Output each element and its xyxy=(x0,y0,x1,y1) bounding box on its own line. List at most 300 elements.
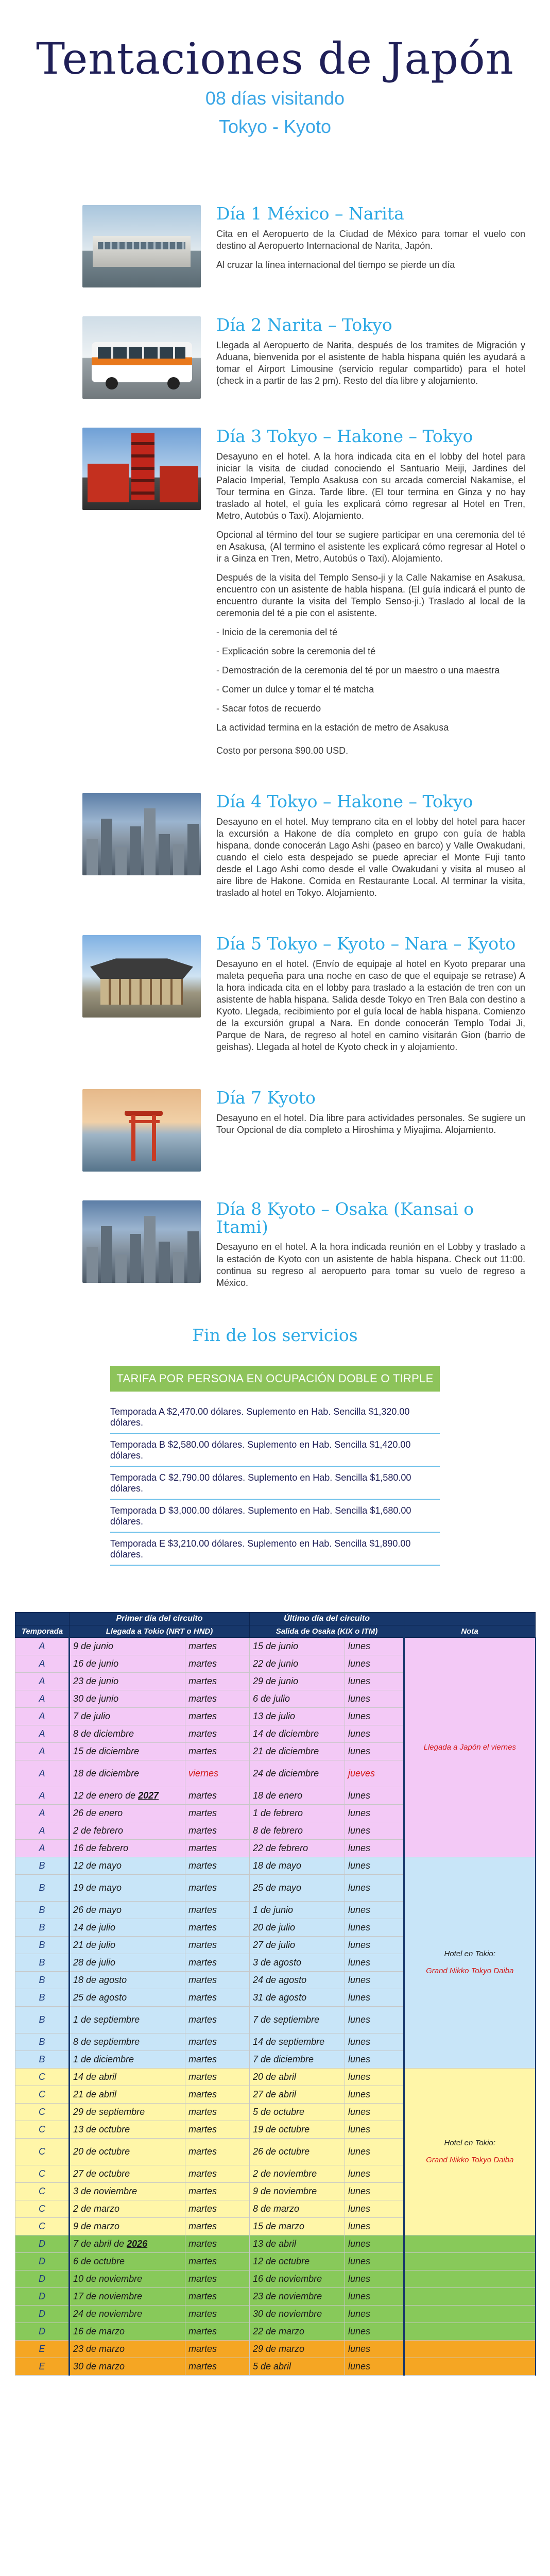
arrival-weekday-cell: martes xyxy=(185,2340,250,2358)
arrival-weekday-cell: martes xyxy=(185,2217,250,2235)
departure-date-cell: 24 de agosto xyxy=(250,1971,345,1989)
note-cell xyxy=(404,1857,536,2068)
itinerary-day xyxy=(82,793,525,906)
arrival-date: 16 de febrero xyxy=(73,1842,129,1853)
departure-weekday-cell: lunes xyxy=(345,1874,404,1901)
season-cell: D xyxy=(15,2287,70,2305)
arrival-weekday-cell: martes xyxy=(185,2121,250,2138)
day-body xyxy=(216,935,525,1060)
arrival-weekday-cell: martes xyxy=(185,2050,250,2068)
departure-date-cell: 27 de julio xyxy=(250,1936,345,1954)
departure-weekday-cell: lunes xyxy=(345,1672,404,1690)
arrival-date: 2 de marzo xyxy=(73,2203,120,2214)
day-paragraph: Después de la visita del Templo Senso-ji y la Calle Nakamise en Asakusa, encuentro con un asistente de habla hispana. (El guía indicará el punto de encuentro durante la visita del Templo Senso-ji.) Traslado al local de la ceremonia del té a pie con el asistente. xyxy=(216,572,525,619)
arrival-date: 1 de septiembre xyxy=(73,2014,140,2025)
season-cell: B xyxy=(15,1919,70,1936)
day-paragraph: - Explicación sobre la ceremonia del té xyxy=(216,646,376,657)
note-cell-empty xyxy=(404,2235,536,2252)
tokyo-photo xyxy=(82,793,201,875)
arrival-date-cell xyxy=(70,1804,185,1822)
tarifa-box xyxy=(110,1366,440,1566)
season-cell: C xyxy=(15,2086,70,2103)
departure-weekday-cell: lunes xyxy=(345,1690,404,1707)
departure-weekday-cell: lunes xyxy=(345,1901,404,1919)
day-paragraph: - Demostración de la ceremonia del té por un maestro o una maestra xyxy=(216,665,500,676)
arrival-date-cell xyxy=(70,1839,185,1857)
arrival-weekday-cell: martes xyxy=(185,2200,250,2217)
tarifa-item: Temporada E $3,210.00 dólares. Suplemento en Hab. Sencilla $1,890.00 dólares. xyxy=(110,1533,440,1566)
arrival-date: 15 de diciembre xyxy=(73,1745,140,1756)
arrival-date: 24 de noviembre xyxy=(73,2308,143,2319)
arrival-weekday-cell: martes xyxy=(185,2305,250,2323)
table-row xyxy=(15,1857,536,1874)
departure-date-cell: 13 de abril xyxy=(250,2235,345,2252)
departure-date-cell: 3 de agosto xyxy=(250,1954,345,1971)
departure-weekday-cell: lunes xyxy=(345,2033,404,2050)
departure-weekday-cell: lunes xyxy=(345,1971,404,1989)
departure-date-cell: 22 de febrero xyxy=(250,1839,345,1857)
arrival-weekday-cell: martes xyxy=(185,2006,250,2033)
table-row xyxy=(15,2270,536,2287)
season-cell: C xyxy=(15,2103,70,2121)
note-hotel-label: Hotel en Tokio: xyxy=(444,1950,496,1959)
departure-date-cell: 15 de marzo xyxy=(250,2217,345,2235)
departure-weekday-cell: lunes xyxy=(345,1822,404,1839)
arrival-date: 28 de julio xyxy=(73,1957,116,1968)
departure-weekday-cell: lunes xyxy=(345,2252,404,2270)
arrival-weekday-cell: martes xyxy=(185,1672,250,1690)
note-hotel-name: Grand Nikko Tokyo Daiba xyxy=(426,2156,514,2165)
note-cell-empty xyxy=(404,2323,536,2340)
season-cell: D xyxy=(15,2252,70,2270)
subtitle-days: 08 días visitando xyxy=(205,88,345,109)
arrival-date: 14 de julio xyxy=(73,1922,116,1933)
tarifa-list xyxy=(110,1392,440,1566)
departure-date-cell: 18 de enero xyxy=(250,1787,345,1804)
arrival-date-cell xyxy=(70,1707,185,1725)
arrival-date: 9 de marzo xyxy=(73,2221,120,2231)
arrival-weekday-cell: martes xyxy=(185,1989,250,2006)
departure-date-cell: 5 de octubre xyxy=(250,2103,345,2121)
season-cell: D xyxy=(15,2323,70,2340)
arrival-date: 18 de diciembre xyxy=(73,1768,140,1778)
arrival-date: 25 de agosto xyxy=(73,1992,127,2003)
arrival-date-cell xyxy=(70,2217,185,2235)
departure-weekday-cell: lunes xyxy=(345,2050,404,2068)
arrival-weekday-cell: viernes xyxy=(185,1760,250,1787)
arrival-date: 1 de diciembre xyxy=(73,2054,134,2064)
day-paragraph: Desayuno en el hotel. (Envío de equipaje al hotel en Kyoto preparar una maleta pequeña para una noche en caso de que el equipaje se retrase) A la hora indicada cita en el lobby para traslado a la estación de tren con un asistente de habla hispana. Salida desde Tokyo en Tren Bala con destino a Kyoto. Llegada, recibimiento por el guía local de habla hispana. Comienzo de la excursión grupal a Nara. En donde conocerán Templo Todai Ji, Parque de Nara, de regreso al hotel en camino visitarán Gion (barrio de geishas). Llegada al hotel de Kyoto check in y alojamiento. xyxy=(216,958,525,1053)
table-row xyxy=(15,2252,536,2270)
table-row xyxy=(15,1637,536,1655)
departures-table-section xyxy=(15,1612,535,2376)
itinerary-day xyxy=(82,935,525,1060)
departure-weekday-cell: lunes xyxy=(345,1857,404,1874)
todaiji-photo xyxy=(82,935,201,1018)
departure-weekday-cell: lunes xyxy=(345,2235,404,2252)
season-cell: A xyxy=(15,1725,70,1742)
arrival-date-cell xyxy=(70,2235,185,2252)
kyoto-photo xyxy=(82,1200,201,1283)
bus-photo xyxy=(82,316,201,399)
season-cell: A xyxy=(15,1760,70,1787)
table-row xyxy=(15,2235,536,2252)
arrival-weekday-cell: martes xyxy=(185,1822,250,1839)
departure-weekday-cell: lunes xyxy=(345,2182,404,2200)
arrival-weekday-cell: martes xyxy=(185,1637,250,1655)
arrival-weekday-cell: martes xyxy=(185,2358,250,2375)
departure-date-cell: 9 de noviembre xyxy=(250,2182,345,2200)
table-row xyxy=(15,2068,536,2086)
table-row xyxy=(15,2323,536,2340)
departure-weekday-cell: lunes xyxy=(345,1742,404,1760)
season-cell: D xyxy=(15,2235,70,2252)
day-paragraph: Desayuno en el hotel. Día libre para actividades personales. Se sugiere un Tour Opcional de día completo a Hiroshima y Miyajima. Alojamiento. xyxy=(216,1112,525,1135)
arrival-weekday-cell: martes xyxy=(185,2068,250,2086)
head-last-day: Último día del circuito xyxy=(250,1612,404,1625)
arrival-date: 26 de mayo xyxy=(73,1904,122,1915)
tarifa-item: Temporada A $2,470.00 dólares. Suplemento en Hab. Sencilla $1,320.00 dólares. xyxy=(110,1401,440,1434)
arrival-date: 23 de marzo xyxy=(73,2343,125,2354)
departure-date-cell: 1 de febrero xyxy=(250,1804,345,1822)
arrival-weekday-cell: martes xyxy=(185,1725,250,1742)
departure-date-cell: 22 de marzo xyxy=(250,2323,345,2340)
note-cell-empty xyxy=(404,2270,536,2287)
arrival-date-cell xyxy=(70,2323,185,2340)
departure-weekday-cell: lunes xyxy=(345,2006,404,2033)
note-cell-empty xyxy=(404,2340,536,2358)
season-cell: C xyxy=(15,2217,70,2235)
departure-date-cell: 31 de agosto xyxy=(250,1989,345,2006)
arrival-date-cell xyxy=(70,1901,185,1919)
arrival-weekday-cell: martes xyxy=(185,1919,250,1936)
season-cell: D xyxy=(15,2305,70,2323)
note-hotel-label: Hotel en Tokio: xyxy=(444,2139,496,2148)
departure-date-cell: 26 de octubre xyxy=(250,2138,345,2165)
day-title: Día 5 Tokyo – Kyoto – Nara – Kyoto xyxy=(216,934,516,954)
arrival-date: 13 de octubre xyxy=(73,2124,130,2134)
departure-weekday-cell: lunes xyxy=(345,2138,404,2165)
departure-date-cell: 27 de abril xyxy=(250,2086,345,2103)
season-cell: B xyxy=(15,1936,70,1954)
departure-weekday-cell: lunes xyxy=(345,2287,404,2305)
head-arrival: Llegada a Tokio (NRT o HND) xyxy=(70,1625,250,1637)
arrival-weekday-cell: martes xyxy=(185,2165,250,2182)
departure-date-cell: 18 de mayo xyxy=(250,1857,345,1874)
day-paragraph: - Comer un dulce y tomar el té matcha xyxy=(216,684,374,695)
day-paragraph: Desayuno en el hotel. A la hora indicada reunión en el Lobby y traslado a la estación de Kyoto con un asistente de habla hispana. Check out 11:00. continua su regreso al aeropuerto para tomar su vuelo de regreso a México. xyxy=(216,1242,525,1288)
header xyxy=(0,0,550,138)
arrival-date: 30 de junio xyxy=(73,1693,119,1704)
departure-weekday-cell: lunes xyxy=(345,2217,404,2235)
departure-weekday-cell: lunes xyxy=(345,2323,404,2340)
season-cell: A xyxy=(15,1672,70,1690)
departure-date-cell: 8 de marzo xyxy=(250,2200,345,2217)
departure-date-cell: 7 de septiembre xyxy=(250,2006,345,2033)
arrival-date-cell xyxy=(70,1971,185,1989)
season-cell: A xyxy=(15,1742,70,1760)
arrival-date-cell xyxy=(70,2358,185,2375)
departure-weekday-cell: lunes xyxy=(345,1655,404,1672)
arrival-date-cell xyxy=(70,2103,185,2121)
arrival-date-cell xyxy=(70,2305,185,2323)
arrival-weekday-cell: martes xyxy=(185,1804,250,1822)
departure-date-cell: 30 de noviembre xyxy=(250,2305,345,2323)
season-cell: C xyxy=(15,2200,70,2217)
tarifa-item: Temporada C $2,790.00 dólares. Suplemento en Hab. Sencilla $1,580.00 dólares. xyxy=(110,1467,440,1500)
arrival-weekday-cell: martes xyxy=(185,2138,250,2165)
departure-weekday-cell: lunes xyxy=(345,2340,404,2358)
table-row xyxy=(15,2287,536,2305)
arrival-weekday-cell: martes xyxy=(185,2252,250,2270)
season-cell: B xyxy=(15,2006,70,2033)
arrival-weekday-cell: martes xyxy=(185,1787,250,1804)
arrival-weekday-cell: martes xyxy=(185,1857,250,1874)
arrival-date-cell xyxy=(70,1954,185,1971)
head-empty-2 xyxy=(404,1612,536,1625)
day-title: Día 4 Tokyo – Hakone – Tokyo xyxy=(216,791,473,812)
arrival-date: 3 de noviembre xyxy=(73,2185,138,2196)
arrival-weekday-cell: martes xyxy=(185,2235,250,2252)
arrival-date-cell xyxy=(70,1655,185,1672)
season-cell: A xyxy=(15,1822,70,1839)
departure-date-cell: 20 de julio xyxy=(250,1919,345,1936)
arrival-date: 16 de junio xyxy=(73,1658,119,1669)
tarifa-item: Temporada D $3,000.00 dólares. Suplemento en Hab. Sencilla $1,680.00 dólares. xyxy=(110,1500,440,1533)
departure-date-cell: 19 de octubre xyxy=(250,2121,345,2138)
arrival-date-cell xyxy=(70,1822,185,1839)
tarifa-item: Temporada B $2,580.00 dólares. Suplemento en Hab. Sencilla $1,420.00 dólares. xyxy=(110,1434,440,1467)
itinerary-day xyxy=(82,1089,525,1172)
arrival-weekday-cell: martes xyxy=(185,2287,250,2305)
note-cell-empty xyxy=(404,2305,536,2323)
arrival-weekday-cell: martes xyxy=(185,2182,250,2200)
tarifa-heading: TARIFA POR PERSONA EN OCUPACIÓN DOBLE O TIRPLE xyxy=(110,1366,440,1392)
day-paragraph: Al cruzar la línea internacional del tiempo se pierde un día xyxy=(216,259,455,270)
departure-weekday-cell: lunes xyxy=(345,1936,404,1954)
season-cell: A xyxy=(15,1787,70,1804)
departure-date-cell: 7 de diciembre xyxy=(250,2050,345,2068)
itinerary-day xyxy=(82,428,525,764)
departure-date-cell: 25 de mayo xyxy=(250,1874,345,1901)
note-cell xyxy=(404,2068,536,2235)
departure-date-cell: 29 de junio xyxy=(250,1672,345,1690)
departure-date-cell: 20 de abril xyxy=(250,2068,345,2086)
arrival-date: 10 de noviembre xyxy=(73,2273,143,2284)
departure-weekday-cell: jueves xyxy=(345,1760,404,1787)
departure-weekday-cell: lunes xyxy=(345,1787,404,1804)
day-body xyxy=(216,205,525,287)
arrival-date-cell xyxy=(70,1857,185,1874)
arrival-weekday-cell: martes xyxy=(185,1707,250,1725)
departure-weekday-cell: lunes xyxy=(345,2086,404,2103)
day-body xyxy=(216,793,525,906)
departure-date-cell: 15 de junio xyxy=(250,1637,345,1655)
season-cell: B xyxy=(15,1971,70,1989)
season-cell: B xyxy=(15,1874,70,1901)
day-paragraph: Desayuno en el hotel. A la hora indicada cita en el lobby del hotel para iniciar la visita de ciudad conociendo el Santuario Meiji, Jardines del Palacio Imperial, Templo Asakusa con su arcada comercial Nakamise, el Tour termina en Ginza. Tarde libre. (El tour termina en Ginza y no hay traslado al hotel, el guía les explicará cómo regresar al Hotel en Tren, Metro, Autobús o Taxi). Alojamiento. xyxy=(216,451,525,521)
head-season: Temporada xyxy=(15,1625,70,1637)
arrival-date-cell xyxy=(70,2182,185,2200)
departure-weekday-cell: lunes xyxy=(345,1954,404,1971)
arrival-date: 2 de febrero xyxy=(73,1825,124,1836)
arrival-weekday-cell: martes xyxy=(185,1901,250,1919)
season-cell: A xyxy=(15,1839,70,1857)
arrival-date: 21 de julio xyxy=(73,1939,116,1950)
arrival-date-cell xyxy=(70,1760,185,1787)
departure-weekday-cell: lunes xyxy=(345,2305,404,2323)
arrival-date: 30 de marzo xyxy=(73,2361,125,2371)
season-cell: E xyxy=(15,2340,70,2358)
miyajima-photo xyxy=(82,1089,201,1172)
arrival-date: 20 de octubre xyxy=(73,2146,130,2157)
departure-date-cell: 6 de julio xyxy=(250,1690,345,1707)
season-cell: B xyxy=(15,2033,70,2050)
season-cell: B xyxy=(15,2050,70,2068)
itinerary-day xyxy=(82,205,525,287)
day-body xyxy=(216,316,525,399)
arrival-date: 9 de junio xyxy=(73,1640,114,1651)
arrival-date: 18 de agosto xyxy=(73,1974,127,1985)
arrival-date-cell xyxy=(70,2165,185,2182)
arrival-weekday-cell: martes xyxy=(185,1936,250,1954)
arrival-date: 8 de diciembre xyxy=(73,1728,134,1739)
head-departure: Salida de Osaka (KIX o ITM) xyxy=(250,1625,404,1637)
note-cell xyxy=(404,1637,536,1857)
departure-weekday-cell: lunes xyxy=(345,2068,404,2086)
arrival-date-cell xyxy=(70,2287,185,2305)
arrival-weekday-cell: martes xyxy=(185,2323,250,2340)
table-row xyxy=(15,2358,536,2375)
table-body xyxy=(15,1637,536,2375)
day-paragraph: - Inicio de la ceremonia del té xyxy=(216,627,338,638)
head-first-day: Primer día del circuito xyxy=(70,1612,250,1625)
itinerary xyxy=(82,205,525,1296)
arrival-weekday-cell: martes xyxy=(185,2033,250,2050)
season-cell: A xyxy=(15,1637,70,1655)
arrival-date-cell xyxy=(70,2340,185,2358)
arrival-date-cell xyxy=(70,1874,185,1901)
arrival-date: 27 de octubre xyxy=(73,2168,130,2179)
departure-date-cell: 1 de junio xyxy=(250,1901,345,1919)
arrival-year: 2027 xyxy=(138,1790,159,1801)
arrival-date-cell xyxy=(70,2270,185,2287)
departure-weekday-cell: lunes xyxy=(345,2358,404,2375)
subtitle-cities: Tokyo - Kyoto xyxy=(218,116,332,138)
departure-weekday-cell: lunes xyxy=(345,1804,404,1822)
arrival-date: 29 de septiembre xyxy=(73,2106,145,2117)
departure-weekday-cell: lunes xyxy=(345,1989,404,2006)
day-body xyxy=(216,1200,525,1296)
note-cell-empty xyxy=(404,2252,536,2270)
arrival-date-cell xyxy=(70,1637,185,1655)
arrival-weekday-cell: martes xyxy=(185,1655,250,1672)
departure-weekday-cell: lunes xyxy=(345,1637,404,1655)
note-cell-empty xyxy=(404,2287,536,2305)
arrival-date-cell xyxy=(70,1989,185,2006)
departure-date-cell: 21 de diciembre xyxy=(250,1742,345,1760)
arrival-date-cell xyxy=(70,1936,185,1954)
arrival-date: 8 de septiembre xyxy=(73,2036,140,2047)
departure-weekday-cell: lunes xyxy=(345,2103,404,2121)
season-cell: B xyxy=(15,1901,70,1919)
season-cell: C xyxy=(15,2165,70,2182)
arrival-weekday-cell: martes xyxy=(185,2086,250,2103)
departure-weekday-cell: lunes xyxy=(345,2200,404,2217)
departure-date-cell: 29 de marzo xyxy=(250,2340,345,2358)
day-body xyxy=(216,1089,525,1172)
arrival-date-cell xyxy=(70,2050,185,2068)
season-cell: A xyxy=(15,1655,70,1672)
arrival-date: 14 de abril xyxy=(73,2071,117,2082)
arrival-date: 12 de enero de xyxy=(73,1790,139,1801)
departure-date-cell: 8 de febrero xyxy=(250,1822,345,1839)
arrival-year: 2026 xyxy=(127,2238,148,2249)
departure-date-cell: 12 de octubre xyxy=(250,2252,345,2270)
temple-photo xyxy=(82,428,201,510)
arrival-date: 7 de julio xyxy=(73,1710,111,1721)
departure-weekday-cell: lunes xyxy=(345,2270,404,2287)
day-paragraph: Costo por persona $90.00 USD. xyxy=(216,745,349,756)
arrival-date-cell xyxy=(70,2086,185,2103)
season-cell: B xyxy=(15,1954,70,1971)
day-paragraph: Llegada al Aeropuerto de Narita, después de los tramites de Migración y Aduana, bienvenida por el asistente de habla hispana quién les ayudará a tomar el Airport Limousine (servicio regular compartido) para el hotel (check in a partir de las 2 pm). Resto del día libre y alojamiento. xyxy=(216,340,525,386)
departure-weekday-cell: lunes xyxy=(345,1839,404,1857)
departure-date-cell: 13 de julio xyxy=(250,1707,345,1725)
season-cell: B xyxy=(15,1857,70,1874)
arrival-date: 12 de mayo xyxy=(73,1860,122,1871)
season-cell: C xyxy=(15,2068,70,2086)
day-paragraph: La actividad termina en la estación de metro de Asakusa xyxy=(216,722,449,733)
season-cell: C xyxy=(15,2138,70,2165)
day-paragraph: Opcional al término del tour se sugiere participar en una ceremonia del té en Asakusa, (Al termino el asistente les explicará cómo regresar al Hotel o ir a Ginza en Tren, Metro, Autobús o Taxi). Alojamiento. xyxy=(216,530,525,564)
arrival-date: 7 de abril de xyxy=(73,2238,127,2249)
table-row xyxy=(15,2305,536,2323)
table-row xyxy=(15,2340,536,2358)
departure-date-cell: 24 de diciembre xyxy=(250,1760,345,1787)
arrival-date-cell xyxy=(70,2121,185,2138)
departure-weekday-cell: lunes xyxy=(345,1725,404,1742)
note-cell-empty xyxy=(404,2358,536,2375)
arrival-weekday-cell: martes xyxy=(185,1690,250,1707)
departures-table xyxy=(15,1612,536,2376)
arrival-date-cell xyxy=(70,1690,185,1707)
arrival-date-cell xyxy=(70,1672,185,1690)
arrival-weekday-cell: martes xyxy=(185,2270,250,2287)
arrival-date: 16 de marzo xyxy=(73,2326,125,2336)
season-cell: E xyxy=(15,2358,70,2375)
departure-date-cell: 14 de diciembre xyxy=(250,1725,345,1742)
arrival-date-cell xyxy=(70,1742,185,1760)
departure-date-cell: 5 de abril xyxy=(250,2358,345,2375)
departure-weekday-cell: lunes xyxy=(345,1919,404,1936)
arrival-weekday-cell: martes xyxy=(185,1874,250,1901)
departure-date-cell: 2 de noviembre xyxy=(250,2165,345,2182)
arrival-date: 26 de enero xyxy=(73,1807,123,1818)
itinerary-day xyxy=(82,1200,525,1296)
day-title: Día 7 Kyoto xyxy=(216,1088,316,1108)
day-paragraph: Desayuno en el hotel. Muy temprano cita en el lobby del hotel para hacer la excursión a Hakone de día completo en grupo con guía de habla hispana, donde conocerán Lago Ashi (paseo en barco) y Valle Owakudani, cuando el cielo esta despejado se puede apreciar el Monte Fuji tanto desde el Lago Ashi como desde el valle Owakudani y visita al museo al aire libre de Hakone. Comida en Restaurante Local. Al terminar la visita, traslado al hotel en Tokyo. Alojamiento. xyxy=(216,817,525,899)
season-cell: A xyxy=(15,1690,70,1707)
day-title: Día 8 Kyoto – Osaka (Kansai o Itami) xyxy=(216,1199,474,1237)
arrival-date-cell xyxy=(70,2138,185,2165)
arrival-date: 19 de mayo xyxy=(73,1882,122,1893)
arrival-weekday-cell: martes xyxy=(185,1971,250,1989)
arrival-date-cell xyxy=(70,2033,185,2050)
day-body xyxy=(216,428,525,764)
season-cell: C xyxy=(15,2182,70,2200)
itinerary-day xyxy=(82,316,525,399)
